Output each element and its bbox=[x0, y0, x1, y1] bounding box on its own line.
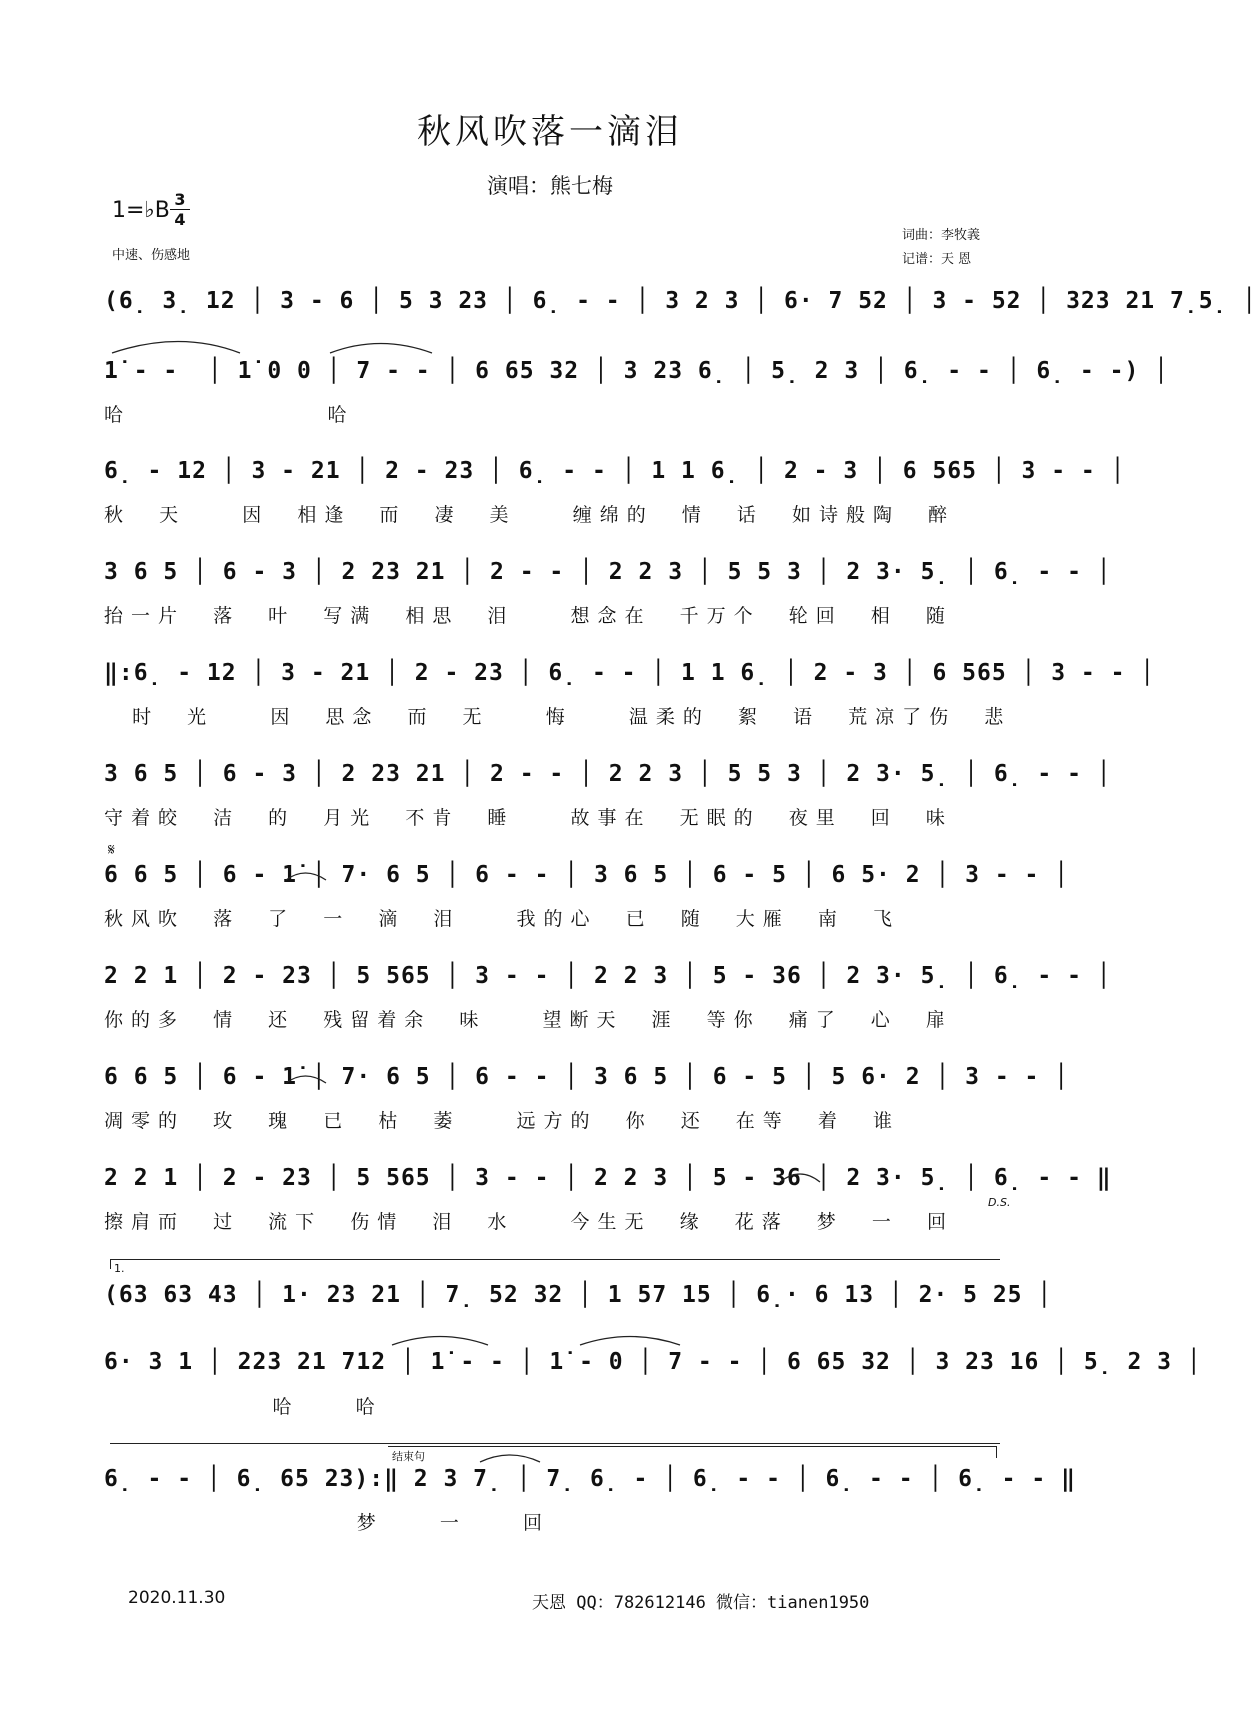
transcriber: 记谱：天 恩 bbox=[902, 252, 972, 267]
notation-line: 6̣ - 12 │ 3 - 21 │ 2 - 23 │ 6̣ - - │ 1 1 6̣ │ 2 - 3 │ 6 565 │ 3 - - │ bbox=[104, 458, 1126, 484]
notation-line: 1̇ - - │ 1̇ 0 0 │ 7 - - │ 6 65 32 │ 3 23 6̣ │ 5̣ 2 3 │ 6̣ - - │ 6̣ - -) │ bbox=[104, 358, 1169, 384]
score-system-9 bbox=[104, 1060, 1070, 1102]
score-system-1 bbox=[104, 284, 1257, 326]
score-title: 秋风吹落一滴泪 bbox=[417, 112, 683, 152]
score-system-8 bbox=[104, 959, 1112, 1001]
lyrics-line: 梦 一 回 bbox=[104, 1512, 551, 1534]
lyricist-composer: 词曲：李牧義 bbox=[902, 228, 981, 243]
coda-bracket bbox=[388, 1446, 996, 1447]
credits bbox=[902, 224, 980, 272]
da-segno-mark: D.S. bbox=[988, 1196, 1011, 1209]
notation-line: 2 2 1 │ 2 - 23 │ 5 565 │ 3 - - │ 2 2 3 │ 5 - 36 │ 2 3· 5̣ │ 6̣ - - │ bbox=[104, 963, 1112, 989]
score-system-5 bbox=[104, 656, 1156, 698]
segno-sign: 𝄋 bbox=[108, 840, 115, 859]
lyrics-line: 时 光 因 思念 而 无 悔 温柔的 絮 语 荒凉了伤 悲 bbox=[104, 706, 1012, 728]
notation-line: 3 6 5 │ 6 - 3 │ 2 23 21 │ 2 - - │ 2 2 3 │ 5 5 3 │ 2 3· 5̣ │ 6̣ - - │ bbox=[104, 559, 1112, 585]
lyrics-line: 秋风吹 落 了 一 滴 泪 我的心 已 随 大雁 南 飞 bbox=[104, 908, 900, 930]
tempo-marking: 中速、伤感地 bbox=[112, 248, 191, 263]
coda-bracket-tick bbox=[996, 1446, 997, 1458]
notation-line: (63 63 43 │ 1· 23 21 │ 7̣ 52 32 │ 1 57 15 │ 6̣· 6 13 │ 2· 5 25 │ bbox=[104, 1282, 1053, 1308]
notation-line: 6· 3 1 │ 223 21 712 │ 1̇ - - │ 1̇ - 0 │ 7 - - │ 6 65 32 │ 3 23 16 │ 5̣ 2 3 │ bbox=[104, 1349, 1202, 1375]
footer-contact: 天恩 QQ：782612146 微信：tianen1950 bbox=[532, 1593, 870, 1613]
lyrics-line: 凋零的 玫 瑰 已 枯 萎 远方的 你 还 在等 着 谁 bbox=[104, 1110, 900, 1132]
ending-bracket bbox=[110, 1443, 1000, 1444]
time-signature-bottom: 4 bbox=[170, 209, 190, 229]
notation-line: 3 6 5 │ 6 - 3 │ 2 23 21 │ 2 - - │ 2 2 3 │ 5 5 3 │ 2 3· 5̣ │ 6̣ - - │ bbox=[104, 761, 1112, 787]
score-system-13 bbox=[104, 1462, 1076, 1504]
lyrics-line: 擦肩而 过 流下 伤情 泪 水 今生无 缘 花落 梦 一 回 bbox=[104, 1211, 954, 1233]
lyrics-line: 抬一片 落 叶 写满 相思 泪 想念在 千万个 轮回 相 随 bbox=[104, 605, 953, 627]
notation-line: 6 6 5 │ 6 - 1̇ │ 7· 6 5 │ 6 - - │ 3 6 5 │ 6 - 5 │ 5 6· 2 │ 3 - - │ bbox=[104, 1064, 1070, 1090]
time-signature-top: 3 bbox=[174, 190, 186, 209]
notation-line: 2 2 1 │ 2 - 23 │ 5 565 │ 3 - - │ 2 2 3 │ 5 - 36 │ 2 3· 5̣ │ 6̣ - - ‖ bbox=[104, 1165, 1112, 1191]
footer-date: 2020.11.30 bbox=[128, 1588, 226, 1608]
score-system-11 bbox=[104, 1278, 1053, 1320]
notation-line: ‖:6̣ - 12 │ 3 - 21 │ 2 - 23 │ 6̣ - - │ 1 1 6̣ │ 2 - 3 │ 6 565 │ 3 - - │ bbox=[104, 660, 1156, 686]
lyrics-line: 秋 天 因 相逢 而 凄 美 缠绵的 情 话 如诗般陶 醉 bbox=[104, 504, 956, 526]
singer-credit: 演唱：熊七梅 bbox=[487, 174, 613, 198]
first-ending-label: 1. bbox=[114, 1262, 125, 1275]
first-ending-tick bbox=[110, 1259, 111, 1269]
score-system-12 bbox=[104, 1345, 1202, 1387]
score-system-2 bbox=[104, 354, 1169, 396]
lyrics-line: 你的多 情 还 残留着余 味 望断天 涯 等你 痛了 心 扉 bbox=[104, 1009, 953, 1031]
first-ending-bracket bbox=[110, 1259, 1000, 1260]
key-signature: 1=♭B bbox=[112, 198, 170, 223]
score-system-7 bbox=[104, 858, 1070, 900]
lyrics-line: 哈 哈 bbox=[104, 404, 355, 426]
notation-line: 6̣ - - │ 6̣ 65 23):‖ 2 3 7̣ │ 7̣ 6̣ - │ 6̣ - - │ 6̣ - - │ 6̣ - - ‖ bbox=[104, 1466, 1076, 1492]
score-system-3 bbox=[104, 454, 1126, 496]
coda-label: 结束句 bbox=[392, 1450, 425, 1463]
score-system-6 bbox=[104, 757, 1112, 799]
time-signature bbox=[170, 190, 190, 229]
lyrics-line: 哈 哈 bbox=[104, 1396, 383, 1418]
lyrics-line: 守着皎 洁 的 月光 不肯 睡 故事在 无眠的 夜里 回 味 bbox=[104, 807, 953, 829]
score-system-4 bbox=[104, 555, 1112, 597]
notation-line: 6 6 5 │ 6 - 1̇ │ 7· 6 5 │ 6 - - │ 3 6 5 │ 6 - 5 │ 6 5· 2 │ 3 - - │ bbox=[104, 862, 1070, 888]
notation-line: (6̣ 3̣ 12 │ 3 - 6 │ 5 3 23 │ 6̣ - - │ 3 2 3 │ 6· 7 52 │ 3 - 52 │ 323 21 7̣5̣ │ bbox=[104, 288, 1257, 314]
